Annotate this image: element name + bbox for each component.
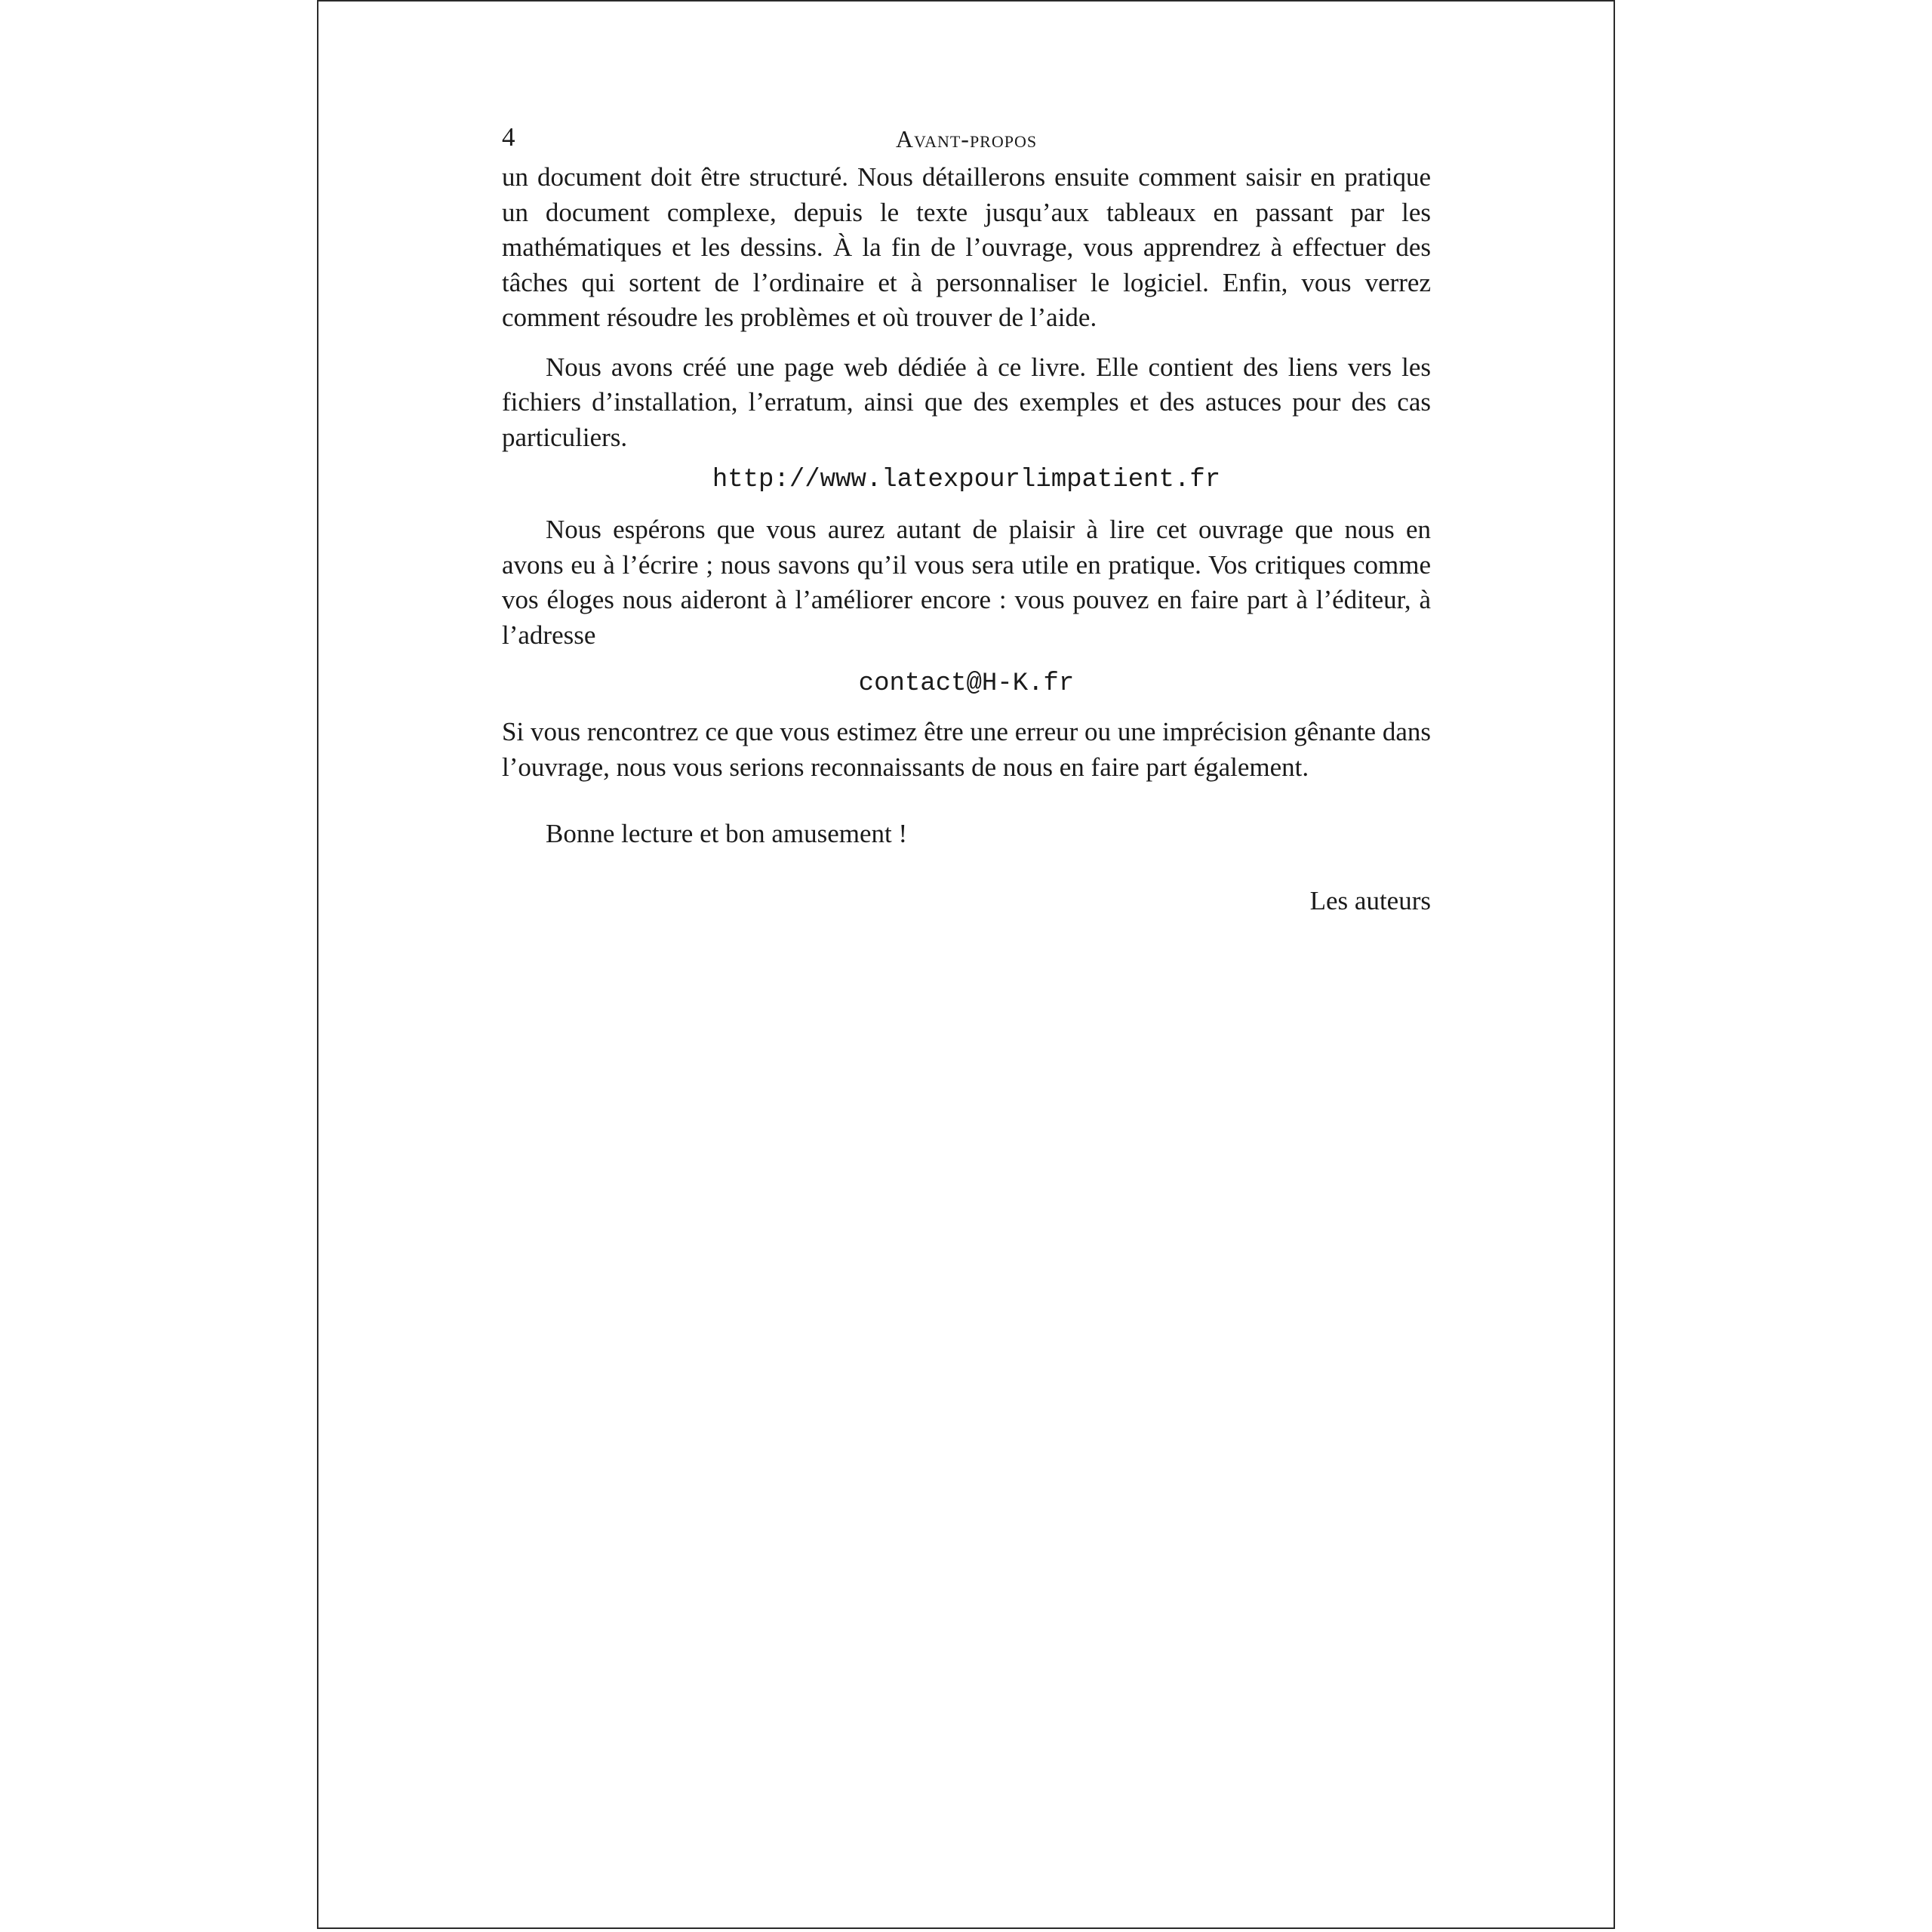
paragraph-web-page: Nous avons créé une page web dédiée à ce livre. Elle contient des liens vers les fichiers d’installation, l’erratum, ainsi que des exemples et des astuces pour des cas particuliers.: [502, 352, 1431, 452]
paragraph-errata: Si vous rencontrez ce que vous estimez être une erreur ou une imprécision gênante dans l’ouvrage, nous vous serions reconnaissants de nous en faire part également.: [502, 717, 1431, 782]
closing-line: Bonne lecture et bon amusement !: [546, 819, 908, 848]
contact-email[interactable]: contact@H-K.fr: [858, 669, 1075, 698]
chapter-title: Avant-propos: [895, 125, 1038, 152]
paragraph-feedback: Nous espérons que vous aurez autant de plaisir à lire cet ouvrage que nous en avons eu à l’écrire ; nous savons qu’il vous sera utile en pratique. Vos critiques comme vos éloges nous aideront à l’améliorer encore : vous pouvez en faire part à l’éditeur, à l’adresse: [502, 515, 1431, 650]
running-head: [502, 122, 1431, 158]
signature: Les auteurs: [1309, 885, 1431, 915]
book-page: [317, 0, 1615, 1929]
website-url[interactable]: http://www.latexpourlimpatient.fr: [712, 466, 1221, 494]
page-number: 4: [502, 122, 515, 152]
page-content: [502, 122, 1431, 918]
paragraph-continued: un document doit être structuré. Nous détaillerons ensuite comment saisir en pratique un document complexe, depuis le texte jusqu’aux tableaux en passant par les mathématiques et les dessins. À la fin de l’ouvrage, vous apprendrez à effectuer des tâches qui sortent de l’ordinaire et à personnaliser le logiciel. Enfin, vous verrez comment résoudre les problèmes et où trouver de l’aide.: [502, 162, 1431, 332]
